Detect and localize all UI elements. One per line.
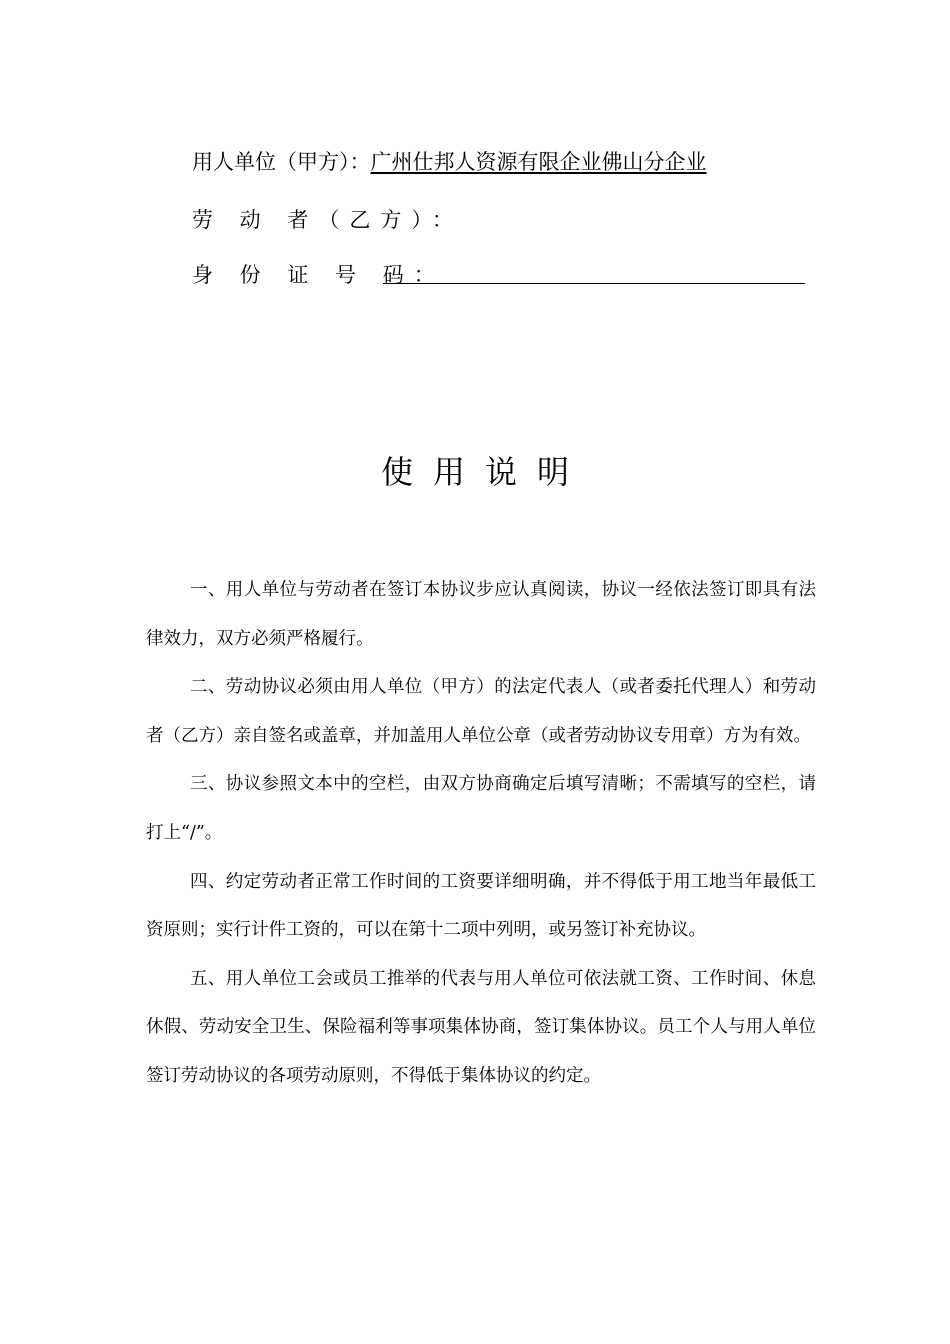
instruction-paragraph: 五、用人单位工会或员工推举的代表与用人单位可依法就工资、工作时间、休息休假、劳动安全卫生、保险福利等事项集体协商，签订集体协议。员工个人与用人单位签订劳动协议的各项劳动原则，不得低于集体协议的约定。: [146, 968, 816, 1086]
id-number-blank-line: [383, 283, 805, 284]
id-number-label: 身 份 证 号 码：: [192, 263, 445, 287]
worker-field: [192, 206, 463, 234]
employer-value: 广州仕邦人资源有限企业佛山分企业: [370, 150, 707, 174]
worker-label: 劳 动 者（乙方）：: [192, 208, 463, 232]
employer-field: [192, 148, 707, 176]
instruction-paragraph: 三、协议参照文本中的空栏，由双方协商确定后填写清晰；不需填写的空栏，请打上“/”。: [146, 774, 816, 843]
employer-label: 用人单位（甲方）：: [192, 150, 371, 174]
instruction-paragraph: 二、劳动协议必须由用人单位（甲方）的法定代表人（或者委托代理人）和劳动者（乙方）亲自签名或盖章，并加盖用人单位公章（或者劳动协议专用章）方为有效。: [146, 677, 816, 746]
instructions-body: [146, 566, 816, 1101]
id-number-field: [192, 261, 445, 289]
section-heading: 使用说明: [380, 453, 589, 491]
instruction-paragraph: 四、约定劳动者正常工作时间的工资要详细明确，并不得低于用工地当年最低工资原则；实行计件工资的，可以在第十二项中列明，或另签订补充协议。: [146, 871, 816, 941]
instruction-paragraph: 一、用人单位与劳动者在签订本协议步应认真阅读，协议一经依法签订即具有法律效力，双方必须严格履行。: [146, 580, 816, 649]
